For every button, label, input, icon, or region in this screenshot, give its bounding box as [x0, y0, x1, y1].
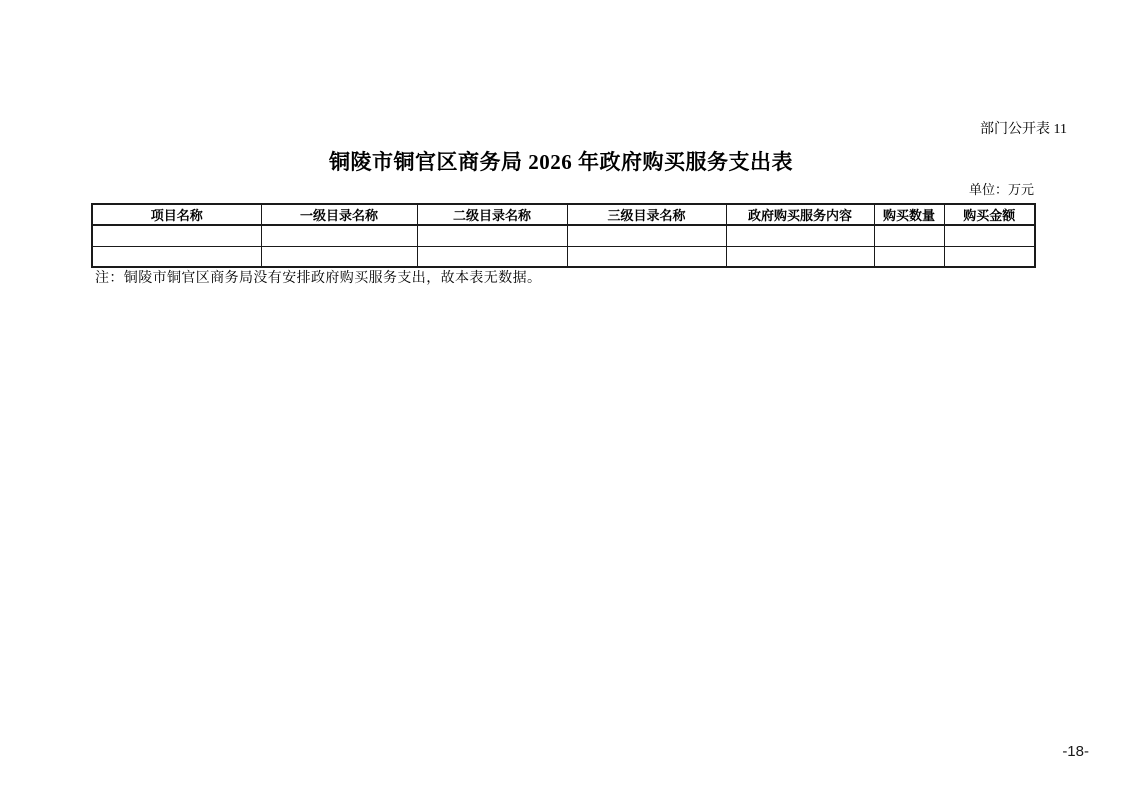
- column-header-purchase-quantity: 购买数量: [874, 204, 944, 225]
- table-cell: [417, 246, 567, 267]
- column-header-level2-directory: 二级目录名称: [417, 204, 567, 225]
- table-cell: [92, 246, 261, 267]
- column-header-service-content: 政府购买服务内容: [726, 204, 874, 225]
- table-header-row: [92, 204, 1035, 225]
- table-cell: [567, 246, 726, 267]
- table-number-label: 部门公开表 11: [980, 122, 1067, 137]
- table-footnote: 注：铜陵市铜官区商务局没有安排政府购买服务支出，故本表无数据。: [95, 271, 542, 286]
- table-cell: [944, 225, 1035, 246]
- table-cell: [261, 225, 417, 246]
- column-header-level3-directory: 三级目录名称: [567, 204, 726, 225]
- column-header-level1-directory: 一级目录名称: [261, 204, 417, 225]
- page-number: -18-: [1062, 743, 1089, 760]
- table-cell: [261, 246, 417, 267]
- table-cell: [417, 225, 567, 246]
- page-title: 铜陵市铜官区商务局 2026 年政府购买服务支出表: [329, 150, 793, 174]
- unit-label: 单位：万元: [968, 182, 1034, 197]
- table-cell: [874, 225, 944, 246]
- table-cell: [874, 246, 944, 267]
- column-header-purchase-amount: 购买金额: [944, 204, 1035, 225]
- expenditure-table: [91, 203, 1036, 268]
- table-cell: [567, 225, 726, 246]
- table-row: [92, 246, 1035, 267]
- table-cell: [944, 246, 1035, 267]
- table-cell: [92, 225, 261, 246]
- table-row: [92, 225, 1035, 246]
- column-header-project-name: 项目名称: [92, 204, 261, 225]
- table-cell: [726, 246, 874, 267]
- table-cell: [726, 225, 874, 246]
